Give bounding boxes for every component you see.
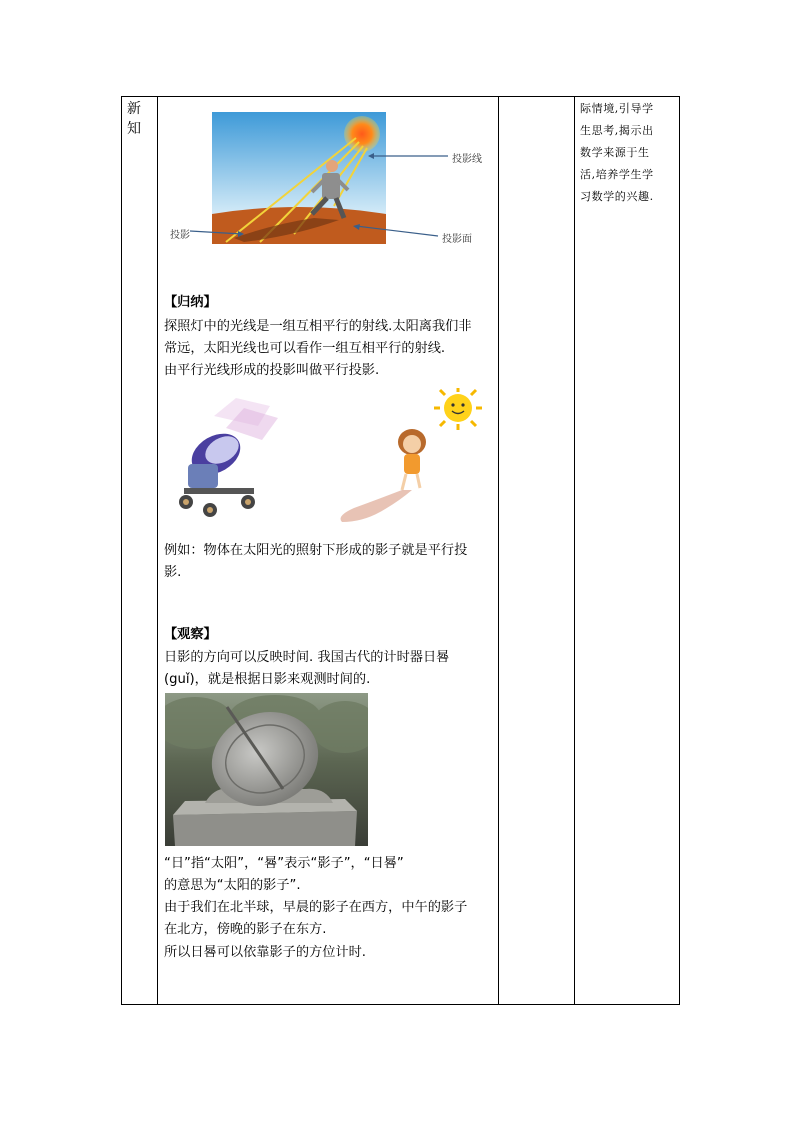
design-intent-text bbox=[580, 98, 676, 208]
example-line: 例如：物体在太阳光的照射下形成的影子就是平行投 bbox=[164, 543, 468, 558]
observe-line: “日”指“太阳”，“晷”表示“影子”，“日晷” bbox=[164, 856, 404, 871]
girl-shadow bbox=[341, 490, 413, 522]
sundial-base bbox=[173, 811, 357, 846]
searchlight-beam bbox=[214, 398, 278, 440]
summary-heading: 【归纳】 bbox=[164, 295, 217, 310]
observe-line: 在北方，傍晚的影子在东方. bbox=[164, 922, 327, 937]
section-label-char: 新 bbox=[127, 101, 141, 117]
parallel-light-illustration bbox=[166, 388, 492, 530]
searchlight-icon bbox=[179, 425, 255, 517]
sundial-photo bbox=[165, 693, 368, 846]
observe-line: 由于我们在北半球，早晨的影子在西方，中午的影子 bbox=[164, 900, 468, 915]
design-intent-line: 生思考,揭示出 bbox=[580, 124, 654, 137]
observe-line: 所以日晷可以依靠影子的方位计时. bbox=[164, 945, 367, 960]
section-label-char: 知 bbox=[127, 121, 141, 137]
summary-line: 由平行光线形成的投影叫做平行投影. bbox=[164, 363, 380, 378]
table-divider bbox=[157, 97, 158, 1004]
projection-line-label: 投影线 bbox=[452, 154, 482, 165]
summary-line: 常远，太阳光线也可以看作一组互相平行的射线. bbox=[164, 341, 446, 356]
design-intent-line: 习数学的兴趣. bbox=[580, 190, 654, 203]
projection-plane-label: 投影面 bbox=[442, 234, 472, 245]
design-intent-line: 数学来源于生 bbox=[580, 146, 650, 159]
observe-intro-line: 日影的方向可以反映时间. 我国古代的计时器日晷 bbox=[164, 650, 450, 665]
summary-line: 探照灯中的光线是一组互相平行的射线.太阳离我们非 bbox=[164, 319, 472, 334]
girl-figure bbox=[398, 429, 426, 490]
section-label bbox=[127, 99, 151, 139]
observe-line: 的意思为“太阳的影子”. bbox=[164, 878, 301, 893]
observe-heading: 【观察】 bbox=[164, 627, 217, 642]
table-divider bbox=[574, 97, 575, 1004]
example-line: 影. bbox=[164, 565, 182, 580]
observe-intro-line: (guǐ)，就是根据日影来观测时间的. bbox=[164, 672, 371, 687]
shadow-label: 投影 bbox=[170, 230, 190, 241]
table-divider bbox=[498, 97, 499, 1004]
smiling-sun-icon bbox=[434, 388, 482, 430]
design-intent-line: 活,培养学生学 bbox=[580, 168, 654, 181]
projection-diagram bbox=[164, 108, 494, 248]
design-intent-line: 际情境,引导学 bbox=[580, 102, 654, 115]
